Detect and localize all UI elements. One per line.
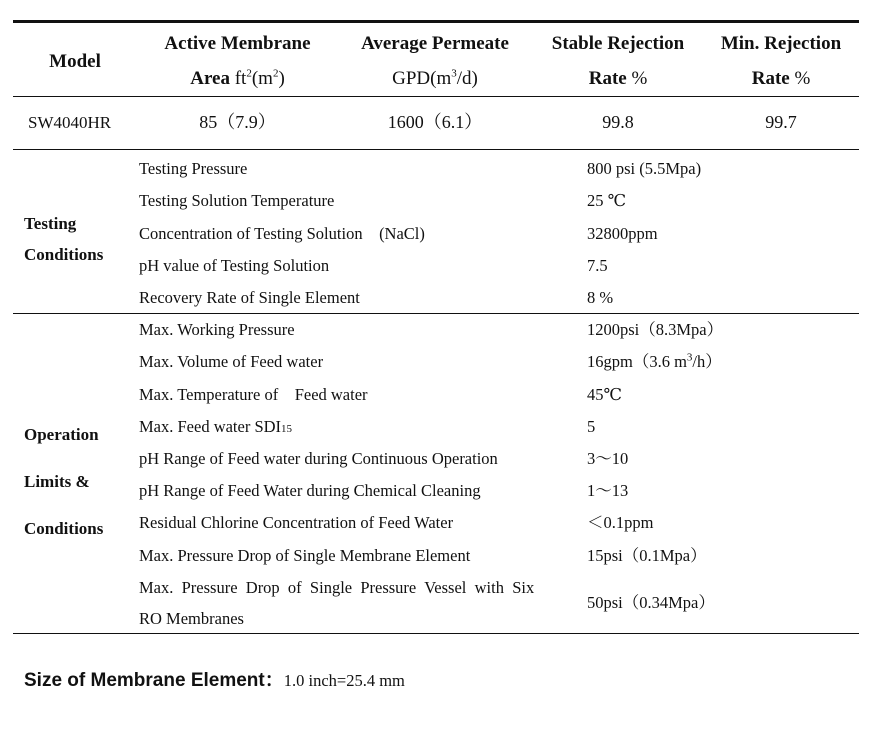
- operation-title-line3: Conditions: [24, 519, 104, 538]
- header-area-line2: Area $ft^2(m^2)$: [190, 67, 285, 89]
- testing-value: 800 psi (5.5Mpa): [587, 159, 702, 178]
- operation-value: 45℃: [587, 385, 622, 404]
- testing-value: 7.5: [587, 256, 608, 275]
- testing-divider: [13, 313, 859, 314]
- header-stable-line1: Stable Rejection: [551, 33, 685, 54]
- operation-label: Max. Working Pressure: [139, 320, 295, 339]
- table-top-rule: [13, 20, 859, 23]
- testing-label: Testing Solution Temperature: [139, 191, 335, 210]
- operation-title-line1: Operation: [24, 425, 99, 444]
- operation-label: Max. Volume of Feed water: [139, 352, 324, 371]
- membrane-size-label: Size of Membrane Element：: [24, 670, 284, 691]
- operation-label: Max. Temperature of Feed water: [139, 385, 368, 404]
- product-divider: [13, 149, 859, 150]
- testing-value: 8 %: [587, 288, 614, 307]
- operation-label: pH Range of Feed Water during Chemical Cleaning: [139, 481, 481, 500]
- testing-value: 25 ℃: [587, 191, 627, 210]
- operation-value: 3～10: [587, 449, 629, 468]
- membrane-size-note: [24, 671, 405, 691]
- operation-value: 15psi（0.1Mpa）: [587, 546, 707, 565]
- testing-label: Recovery Rate of Single Element: [139, 288, 360, 307]
- header-permeate-line2: $GPD(m^3/d)$: [392, 67, 478, 89]
- header-divider: [13, 96, 859, 97]
- operation-label: Max. Pressure Drop of Single Pressure Vessel with Six: [139, 578, 535, 597]
- operation-value: 16gpm（3.6 $m^3/h$）: [587, 351, 722, 371]
- operation-value: ＜0.1ppm: [587, 513, 654, 532]
- product-stable-rejection: 99.8: [602, 112, 634, 132]
- header-model: Model: [49, 51, 101, 72]
- testing-title-line1: Testing: [24, 214, 77, 233]
- membrane-size-value: 1.0 inch=25.4 mm: [283, 671, 405, 690]
- header-min-line2: Rate %: [751, 68, 811, 89]
- testing-label: pH value of Testing Solution: [139, 256, 330, 275]
- operation-label-continued: RO Membranes: [139, 609, 244, 628]
- operation-value: 5: [587, 417, 596, 436]
- product-area: 85（7.9）: [199, 112, 276, 132]
- testing-label: Testing Pressure: [139, 159, 248, 178]
- operation-label: pH Range of Feed water during Continuous Operation: [139, 449, 498, 468]
- operation-value: 50psi（0.34Mpa）: [587, 593, 715, 612]
- table-bottom-rule: [13, 633, 859, 634]
- operation-label: Max. Feed water SDI15: [139, 417, 293, 436]
- header-area-line1: Active Membrane: [164, 33, 311, 54]
- testing-title-line2: Conditions: [24, 245, 104, 264]
- operation-value: 1～13: [587, 481, 629, 500]
- testing-label: Concentration of Testing Solution (NaCl): [139, 224, 425, 243]
- product-model: SW4040HR: [28, 113, 112, 132]
- header-permeate-line1: Average Permeate: [361, 33, 509, 54]
- operation-value: 1200psi（8.3Mpa）: [587, 320, 724, 339]
- testing-value: 32800ppm: [587, 224, 658, 243]
- product-min-rejection: 99.7: [765, 112, 797, 132]
- operation-title-line2: Limits &: [24, 472, 90, 491]
- operation-label: Residual Chlorine Concentration of Feed Water: [139, 513, 454, 532]
- header-min-line1: Min. Rejection: [720, 33, 842, 54]
- header-stable-line2: Rate %: [588, 68, 648, 89]
- product-permeate: 1600（6.1）: [387, 112, 483, 132]
- operation-label: Max. Pressure Drop of Single Membrane Element: [139, 546, 471, 565]
